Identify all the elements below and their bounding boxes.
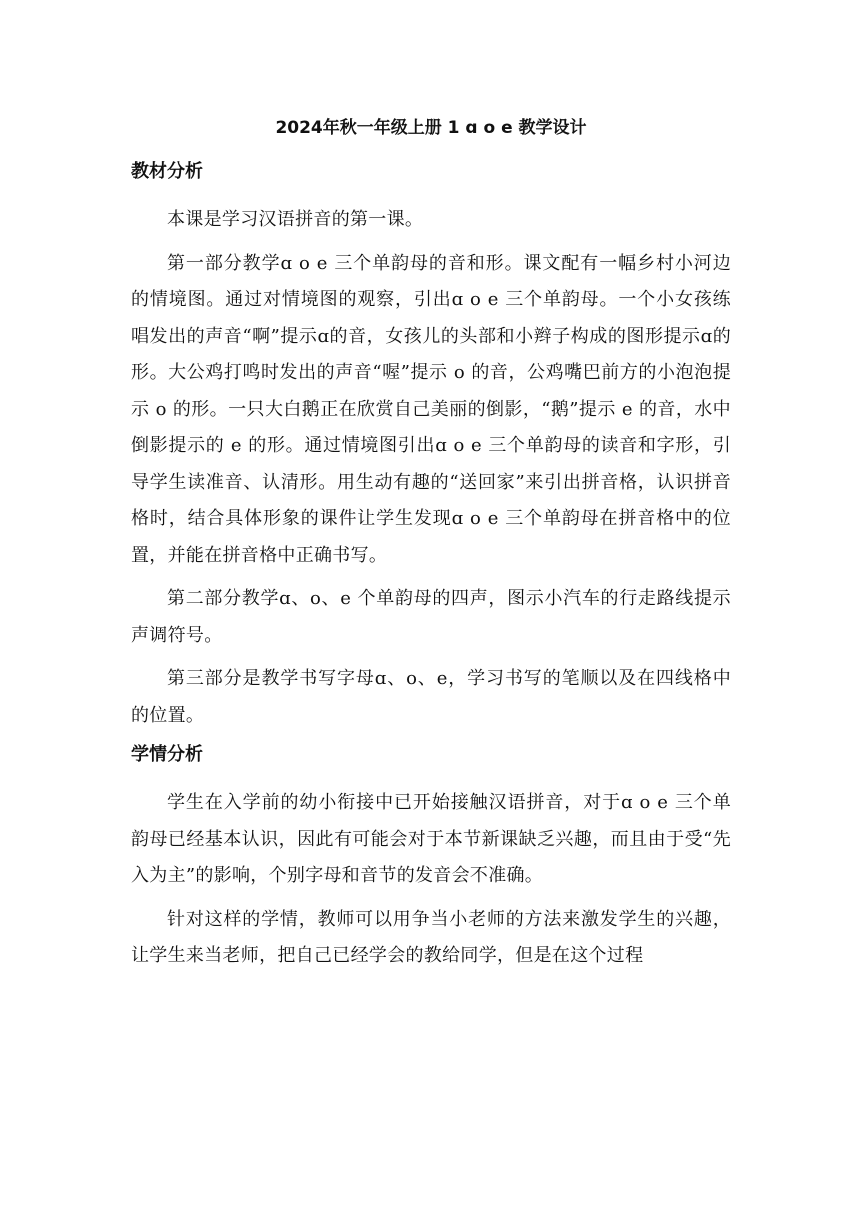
- paragraph: 第一部分教学ɑ o e 三个单韵母的音和形。课文配有一幅乡村小河边的情境图。通过对情境图的观察，引出ɑ o e 三个单韵母。一个小女孩练唱发出的声音“啊”提示ɑ的音，女孩儿的头部和小辫子构成的图形提示ɑ的形。大公鸡打鸣时发出的声音“喔”提示 o 的音，公鸡嘴巴前方的小泡泡提示 o 的形。一只大白鹅正在欣赏自己美丽的倒影，“鹅”提示 e 的音，水中倒影提示的 e 的形。通过情境图引出ɑ o e 三个单韵母的读音和字形，引导学生读准音、认清形。用生动有趣的“送回家”来引出拼音格，认识拼音格时，结合具体形象的课件让学生发现ɑ o e 三个单韵母在拼音格中的位置，并能在拼音格中正确书写。: [131, 252, 731, 566]
- paragraph: 针对这样的学情，教师可以用争当小老师的方法来激发学生的兴趣，让学生来当老师，把自己已经学会的教给同学，但是在这个过程: [131, 908, 731, 966]
- document-body: [131, 114, 731, 982]
- paragraph: 第三部分是教学书写字母ɑ、o、e，学习书写的笔顺以及在四线格中的位置。: [131, 668, 731, 726]
- paragraph: 本课是学习汉语拼音的第一课。: [167, 209, 424, 230]
- section-textbook-analysis: [131, 158, 731, 734]
- document-title: 2024年秋一年级上册 1 ɑ o e 教学设计: [275, 118, 587, 138]
- section-student-analysis: [131, 741, 731, 975]
- section-heading: 学情分析: [131, 744, 203, 765]
- paragraph: 学生在入学前的幼小衔接中已开始接触汉语拼音，对于ɑ o e 三个单韵母已经基本认识，因此有可能会对于本节新课缺乏兴趣，而且由于受“先入为主”的影响，个别字母和音节的发音会不准确。: [131, 792, 731, 886]
- paragraph: 第二部分教学ɑ、o、e 个单韵母的四声，图示小汽车的行走路线提示声调符号。: [131, 588, 731, 646]
- section-heading: 教材分析: [131, 161, 203, 182]
